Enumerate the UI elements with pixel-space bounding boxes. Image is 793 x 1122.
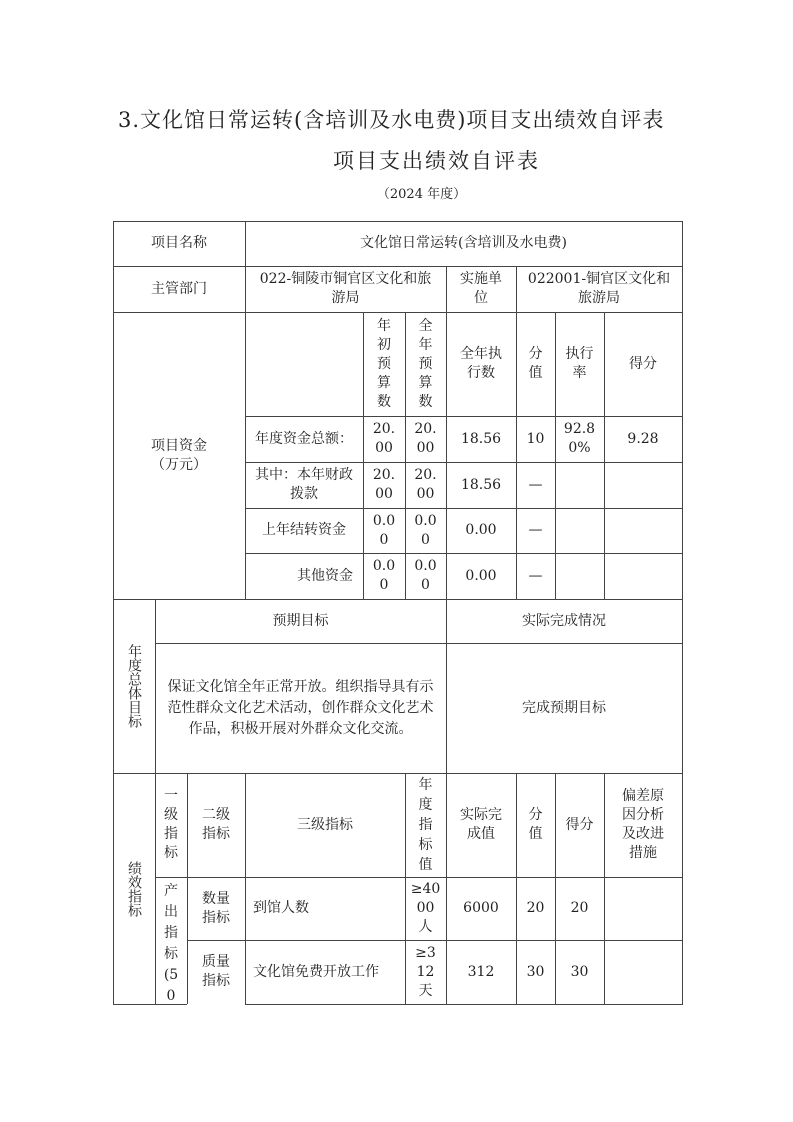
- table-title: 项目支出绩效自评表: [333, 149, 540, 173]
- unit-label: 实施单位: [460, 271, 502, 306]
- goals-label: [113, 599, 155, 773]
- funds-row-annual: 20.00: [414, 467, 437, 502]
- funds-row-score-value: 10: [526, 430, 545, 447]
- funds-header-executed: 全年执行数: [460, 346, 502, 381]
- funds-header-score: 得分: [629, 355, 657, 372]
- indicators-label-text: 绩效指标: [126, 860, 142, 917]
- funds-row-executed: 0.00: [465, 522, 497, 538]
- goals-actual-text: 完成预期目标: [522, 699, 606, 716]
- dept-value: 022-铜陵市铜官区文化和旅游局: [259, 271, 432, 306]
- indicators-header-level1: 一级指标: [164, 788, 178, 861]
- indicators-header-score-value: 分值: [528, 807, 543, 842]
- funds-row-score-value: —: [528, 567, 543, 584]
- indicator-level3: 到馆人数: [253, 900, 309, 916]
- funds-row-name: 其中：本年财政拨款: [255, 467, 353, 502]
- funds-header-rate: 执行率: [565, 346, 594, 381]
- funds-row-score: [604, 553, 682, 599]
- indicator-target: ≥4000人: [410, 881, 441, 935]
- funds-row-rate: [555, 553, 604, 599]
- funds-row-score: [604, 508, 682, 553]
- indicator-score: 20: [570, 900, 589, 916]
- funds-header-initial: 年初预算数: [377, 317, 391, 410]
- funds-row-name: 其他资金: [297, 567, 353, 584]
- funds-row-executed: 0.00: [465, 567, 497, 584]
- year-label: （2024 年度）: [376, 187, 467, 202]
- indicator-score: 30: [570, 963, 589, 980]
- document-heading: 3.文化馆日常运转(含培训及水电费)项目支出绩效自评表: [118, 108, 665, 132]
- funds-row-executed: 18.56: [460, 430, 502, 447]
- funds-row-score-value: —: [528, 476, 543, 493]
- funds-row-rate: [555, 508, 604, 553]
- funds-row-name: 上年结转资金: [262, 522, 346, 538]
- funds-row-rate: 92.80%: [563, 421, 596, 456]
- funds-row-annual: 20.00: [414, 421, 437, 456]
- unit-value: 022001-铜官区文化和旅游局: [527, 271, 671, 306]
- indicator-level2: 质量指标: [202, 954, 230, 989]
- funds-row-executed: 18.56: [460, 476, 502, 493]
- indicator-deviation: [604, 877, 682, 940]
- funds-row-initial: 20.00: [372, 467, 396, 502]
- funds-row-initial: 20.00: [372, 421, 396, 456]
- funds-row-initial: 0.00: [372, 558, 396, 593]
- funds-header-score-value: 分值: [528, 346, 543, 381]
- goals-expected-header: 预期目标: [272, 612, 329, 629]
- indicator-level2: 数量指标: [202, 890, 230, 926]
- indicator-actual: 6000: [463, 900, 499, 916]
- project-name-label: 项目名称: [151, 235, 207, 251]
- dept-label: 主管部门: [151, 280, 207, 297]
- funds-row-score: [604, 462, 682, 508]
- indicator-actual: 312: [467, 963, 495, 980]
- indicator-score-value: 30: [526, 963, 545, 980]
- funds-row-initial: 0.00: [372, 512, 396, 548]
- indicators-header-actual: 实际完成值: [460, 807, 502, 842]
- funds-row-annual: 0.00: [414, 512, 437, 548]
- indicators-level1-output: 产出指标(50: [163, 883, 179, 1004]
- indicators-header-score: 得分: [565, 816, 594, 833]
- funds-row-name: 年度资金总额：: [255, 430, 353, 447]
- funds-row-annual: 0.00: [414, 558, 437, 593]
- indicators-header-deviation: 偏差原因分析及改进措施: [622, 788, 664, 861]
- funds-row-score: 9.28: [627, 430, 659, 447]
- goals-expected-text: 保证文化馆全年正常开放。组织指导具有示范性群众文化艺术活动，创作群众文化艺术作品，积极开展对外群众文化交流。: [167, 678, 434, 737]
- indicators-header-target: 年度指标值: [418, 777, 433, 873]
- indicator-target: ≥312天: [415, 944, 436, 999]
- indicators-label: [113, 773, 155, 1004]
- indicator-deviation: [604, 940, 682, 1004]
- funds-header-annual: 全年预算数: [418, 317, 433, 410]
- funds-row-rate: [555, 462, 604, 508]
- indicator-score-value: 20: [526, 900, 545, 916]
- funds-label: 项目资金（万元）: [151, 437, 207, 473]
- funds-row-score-value: —: [528, 522, 543, 538]
- indicator-level3: 文化馆免费开放工作: [253, 963, 379, 980]
- goals-label-text: 年度总体目标: [126, 644, 142, 728]
- goals-actual-header: 实际完成情况: [522, 612, 606, 629]
- project-name-value: 文化馆日常运转(含培训及水电费): [360, 235, 567, 251]
- indicators-header-level3: 三级指标: [297, 816, 353, 833]
- indicators-header-level2: 二级指标: [202, 807, 230, 842]
